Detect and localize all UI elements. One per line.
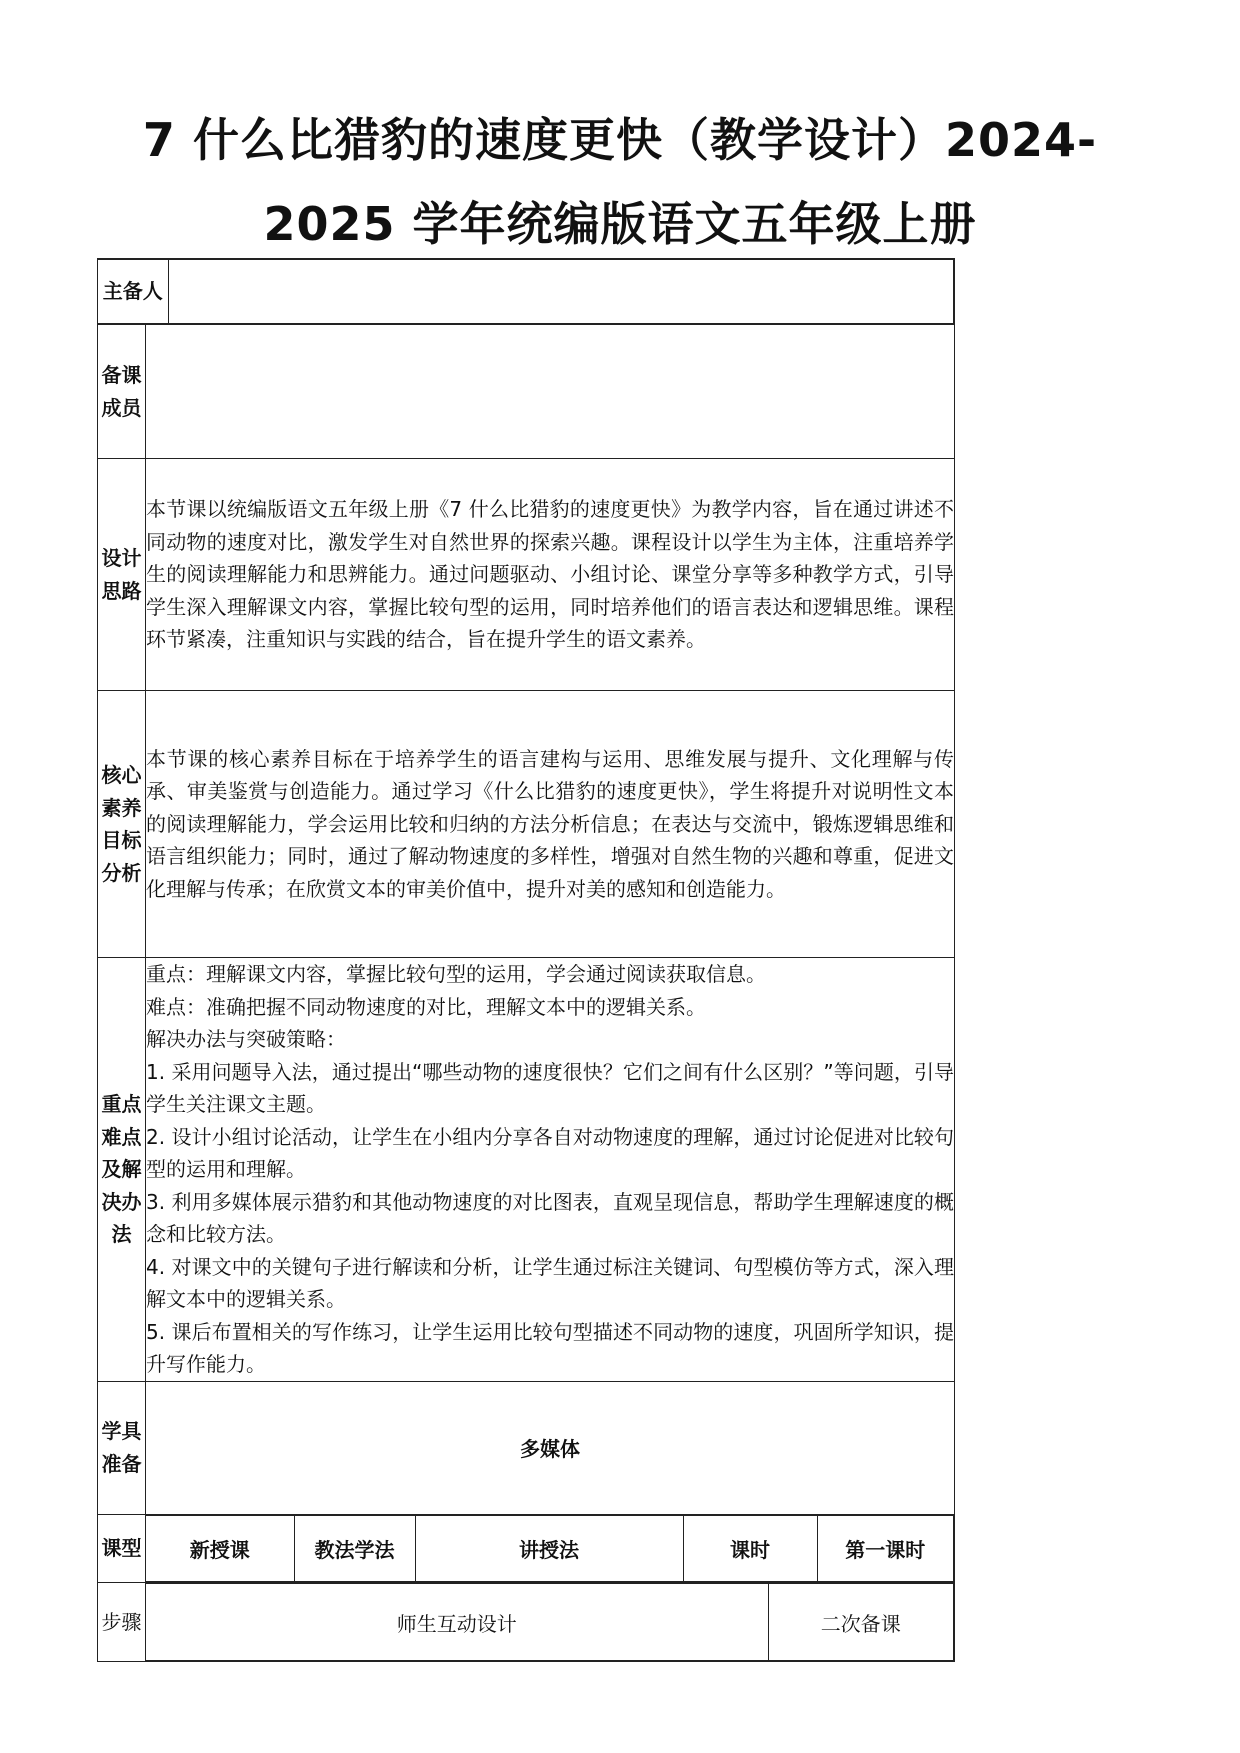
row-design [98, 459, 955, 691]
row-core [98, 691, 955, 958]
title-line-2: 2025 学年统编版语文五年级上册 [263, 197, 977, 251]
document-title [80, 98, 1160, 266]
lesson-type-label: 课型 [98, 1514, 146, 1582]
row-main-preparer [98, 259, 955, 325]
design-label: 设计思路 [98, 459, 146, 691]
row-lesson [98, 1514, 955, 1582]
row-tools [98, 1381, 955, 1514]
row-steps [98, 1582, 955, 1661]
lesson-plan-table [97, 258, 955, 1662]
keypoint-line: 5. 课后布置相关的写作练习，让学生运用比较句型描述不同动物的速度，巩固所学知识，提升写作能力。 [146, 1319, 954, 1376]
row-members [98, 325, 955, 459]
keypoint-line: 解决办法与突破策略： [146, 1027, 346, 1051]
steps-label: 步骤 [98, 1582, 146, 1661]
keypoints-label: 重点难点及解决办法 [98, 958, 146, 1382]
core-text: 本节课的核心素养目标在于培养学生的语言建构与运用、思维发展与提升、文化理解与传承、审美鉴赏与创造能力。通过学习《什么比猎豹的速度更快》，学生将提升对说明性文本的阅读理解能力，学会运用比较和归纳的方法分析信息；在表达与交流中，锻炼逻辑思维和语言组织能力；同时，通过了解动物速度的多样性，增强对自然生物的兴趣和尊重，促进文化理解与传承；在欣赏文本的审美价值中，提升对美的感知和创造能力。 [146, 691, 955, 958]
members-label: 备课成员 [98, 325, 146, 459]
keypoints-content [146, 958, 955, 1382]
main-preparer-label: 主备人 [98, 260, 168, 324]
lesson-type-value: 新授课 [146, 1515, 294, 1581]
tools-label: 学具准备 [98, 1381, 146, 1514]
keypoint-line: 1. 采用问题导入法，通过提出“哪些动物的速度很快？它们之间有什么区别？”等问题，引导学生关注课文主题。 [146, 1059, 954, 1116]
core-label: 核心素养目标分析 [98, 691, 146, 958]
members-value [146, 325, 955, 459]
method-value: 讲授法 [415, 1515, 683, 1581]
keypoint-line: 重点：理解课文内容，掌握比较句型的运用，学会通过阅读获取信息。 [146, 962, 766, 986]
method-label: 教法学法 [294, 1515, 415, 1581]
keypoint-line: 3. 利用多媒体展示猎豹和其他动物速度的对比图表，直观呈现信息，帮助学生理解速度的概念和比较方法。 [146, 1189, 954, 1246]
row-keypoints [98, 958, 955, 1382]
second-prep-header: 二次备课 [768, 1583, 954, 1660]
main-preparer-value [168, 260, 954, 324]
keypoint-line: 难点：准确把握不同动物速度的对比，理解文本中的逻辑关系。 [146, 994, 706, 1019]
design-text: 本节课以统编版语文五年级上册《7 什么比猎豹的速度更快》为教学内容，旨在通过讲述不同动物的速度对比，激发学生对自然世界的探索兴趣。课程设计以学生为主体，注重培养学生的阅读理解能力和思辨能力。通过问题驱动、小组讨论、课堂分享等多种教学方式，引导学生深入理解课文内容，掌握比较句型的运用，同时培养他们的语言表达和逻辑思维。课程环节紧凑，注重知识与实践的结合，旨在提升学生的语文素养。 [146, 459, 955, 691]
period-label: 课时 [683, 1515, 817, 1581]
period-value: 第一课时 [817, 1515, 954, 1581]
tools-value: 多媒体 [146, 1381, 955, 1514]
interaction-design-header: 师生互动设计 [146, 1583, 768, 1660]
keypoint-line: 4. 对课文中的关键句子进行解读和分析，让学生通过标注关键词、句型模仿等方式，深入理解文本中的逻辑关系。 [146, 1254, 954, 1311]
keypoint-line: 2. 设计小组讨论活动，让学生在小组内分享各自对动物速度的理解，通过讨论促进对比较句型的运用和理解。 [146, 1124, 954, 1181]
title-line-1: 7 什么比猎豹的速度更快（教学设计）2024- [142, 113, 1098, 167]
